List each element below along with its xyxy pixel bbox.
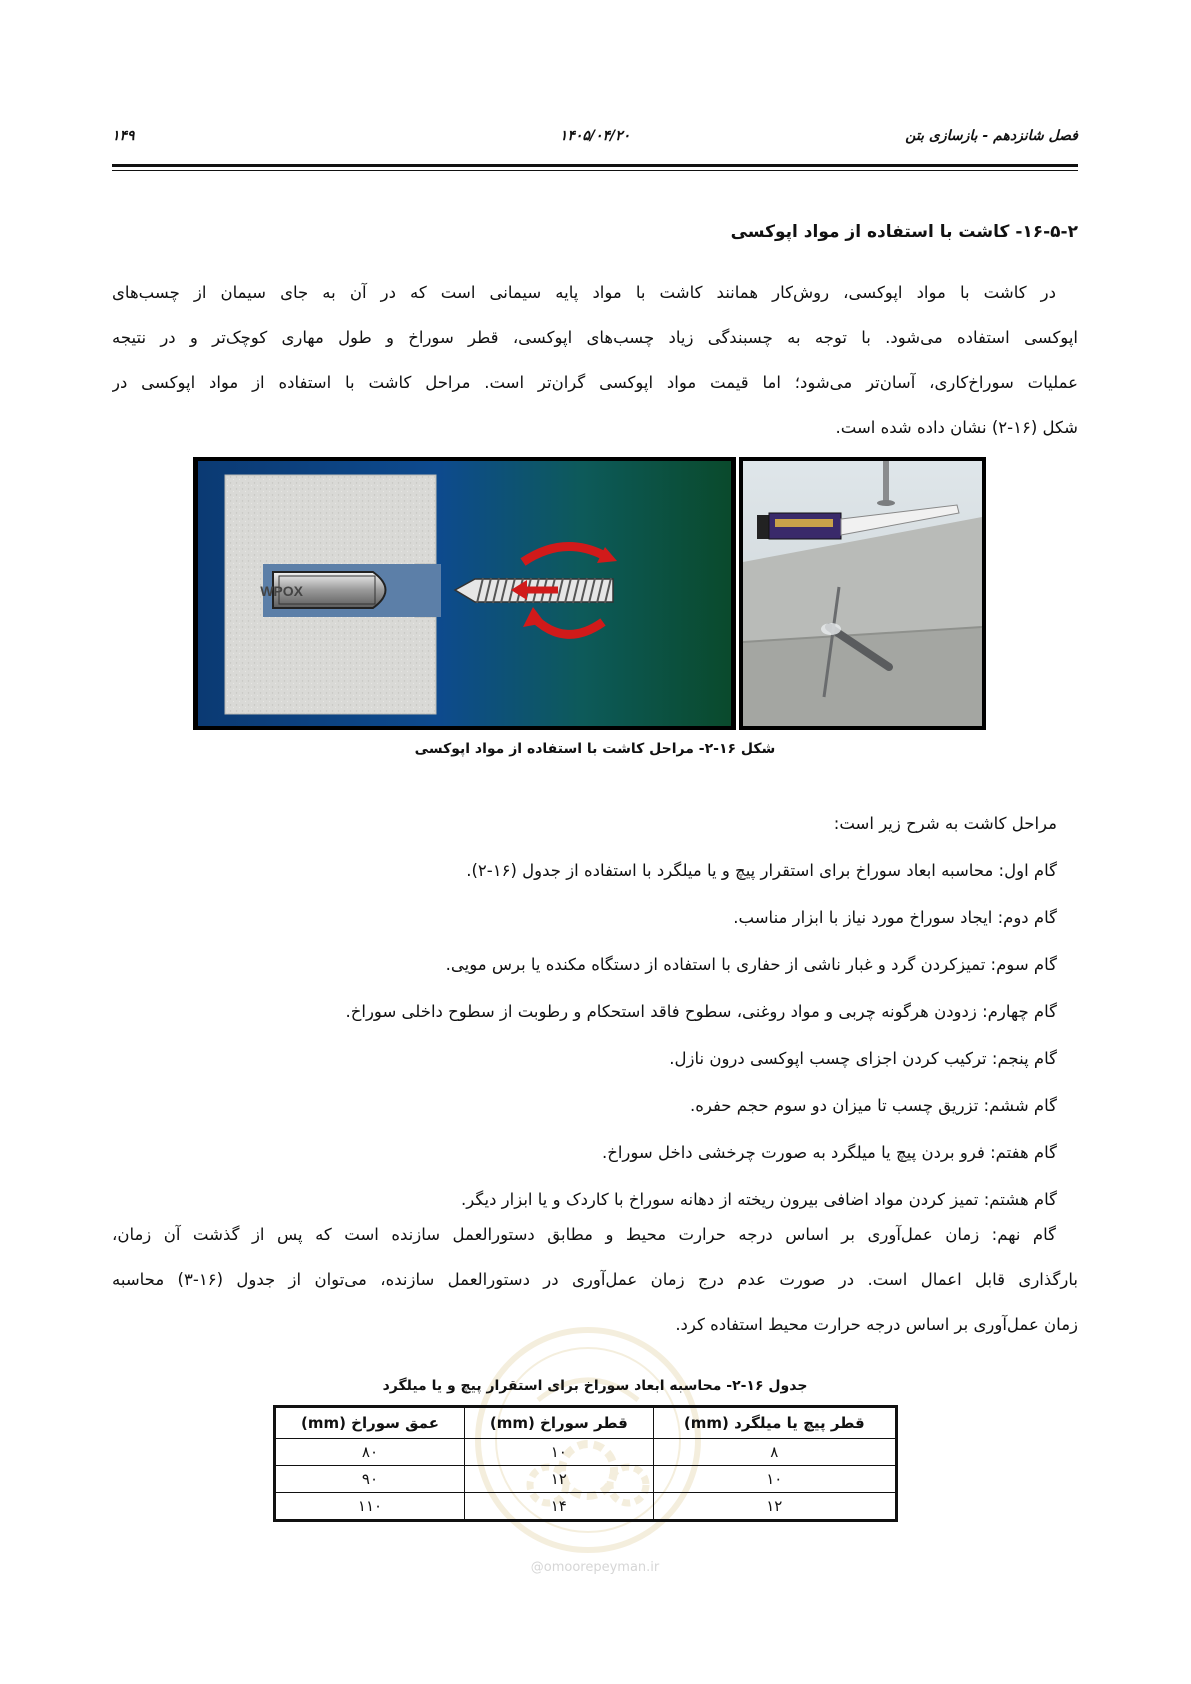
table-cell: ۱۰	[464, 1439, 653, 1466]
table-row	[275, 1439, 897, 1466]
steps-list	[113, 800, 1079, 1223]
figure-caption: شکل ۱۶-۲- مراحل کاشت با استفاده از مواد اپوکسی	[414, 741, 776, 757]
intro-line: عملیات سوراخ‌کاری، آسان‌تر می‌شود؛ اما قیمت مواد اپوکسی گران‌تر است. مراحل کاشت با استفاده از مواد اپوکسی در	[112, 373, 1078, 392]
hole-dimension-table	[273, 1405, 898, 1522]
column-header: قطر پیچ یا میلگرد (mm)	[653, 1407, 896, 1439]
curing-paragraph	[112, 1212, 1078, 1347]
table-cell: ۸۰	[275, 1439, 465, 1466]
table-caption: جدول ۱۶-۲- محاسبه ابعاد سوراخ برای استقرار پیچ و یا میلگرد	[382, 1378, 808, 1394]
header-date: ۱۴۰۵/۰۴/۲۰	[559, 128, 631, 144]
running-header	[112, 128, 1078, 154]
curing-line: بارگذاری قابل اعمال است. در صورت عدم درج زمان عمل‌آوری در دستورالعمل سازنده، می‌توان از جدول (۱۶-۳) محاسبه	[112, 1270, 1078, 1289]
intro-line: شکل (۱۶-۲) نشان داده شده است.	[835, 418, 1078, 437]
header-rule-thick	[112, 164, 1078, 167]
header-rule-thin	[112, 170, 1078, 171]
watermark-url: @omoorepeyman.ir	[530, 1560, 660, 1575]
page-number: ۱۴۹	[112, 128, 135, 144]
list-item: گام هشتم: تمیز کردن مواد اضافی بیرون ریخته از دهانه سوراخ با کاردک و یا ابزار دیگر.	[461, 1190, 1057, 1209]
intro-line: اپوکسی استفاده می‌شود. با توجه به چسبندگی زیاد چسب‌های اپوکسی، قطر سوراخ و طول مهاری کوچک‌تر و در نتیجه	[112, 328, 1078, 347]
list-item: گام چهارم: زدودن هرگونه چربی و مواد روغنی، سطوح فاقد استحکام و رطوبت از سطوح داخلی سوراخ.	[345, 1002, 1057, 1021]
capsule-anchor-illustration	[193, 457, 736, 730]
table-row	[275, 1466, 897, 1493]
installation-photo	[739, 457, 986, 730]
list-item: گام ششم: تزریق چسب تا میزان دو سوم حجم حفره.	[689, 1096, 1057, 1115]
table-header-row	[275, 1407, 897, 1439]
table-cell: ۹۰	[275, 1466, 465, 1493]
table-cell: ۱۰	[653, 1466, 896, 1493]
table-cell: ۱۲	[653, 1493, 896, 1521]
intro-line: در کاشت با مواد اپوکسی، روش‌کار همانند کاشت با مواد پایه سیمانی است که در آن به جای سیمان از چسب‌های	[112, 283, 1056, 302]
table-cell: ۱۲	[464, 1466, 653, 1493]
capsule-label: WPOX	[260, 583, 303, 599]
figure-epoxy-anchoring	[193, 457, 986, 730]
epoxy-capsule	[260, 572, 385, 608]
column-header: قطر سوراخ (mm)	[464, 1407, 653, 1439]
list-item: گام اول: محاسبه ابعاد سوراخ برای استقرار پیچ و یا میلگرد با استفاده از جدول (۱۶-۲).	[466, 861, 1057, 880]
steps-intro: مراحل کاشت به شرح زیر است:	[833, 814, 1057, 833]
table-cell: ۱۱۰	[275, 1493, 465, 1521]
curing-line: گام نهم: زمان عمل‌آوری بر اساس درجه حرارت محیط و مطابق دستورالعمل سازنده است که پس از گذشت آن زمان،	[112, 1225, 1056, 1244]
list-item: گام دوم: ایجاد سوراخ مورد نیاز با ابزار مناسب.	[733, 908, 1057, 927]
section-heading: ۱۶-۵-۲- کاشت با استفاده از مواد اپوکسی	[730, 222, 1078, 242]
table-cell: ۸	[653, 1439, 896, 1466]
list-item: گام سوم: تمیزکردن گرد و غبار ناشی از حفاری با استفاده از دستگاه مکنده یا برس مویی.	[445, 955, 1057, 974]
column-header: عمق سوراخ (mm)	[275, 1407, 465, 1439]
curing-line: زمان عمل‌آوری بر اساس درجه حرارت محیط استفاده کرد.	[675, 1315, 1078, 1334]
list-item: گام پنجم: ترکیب کردن اجزای چسب اپوکسی درون نازل.	[669, 1049, 1057, 1068]
intro-paragraph	[112, 270, 1078, 450]
list-item: گام هفتم: فرو بردن پیچ یا میلگرد به صورت چرخشی داخل سوراخ.	[601, 1143, 1057, 1162]
table-cell: ۱۴	[464, 1493, 653, 1521]
chapter-title: فصل شانزدهم - بازسازی بتن	[905, 128, 1078, 144]
figure-illustration-capsule	[193, 457, 736, 730]
table-row	[275, 1493, 897, 1521]
figure-photo-installation	[739, 457, 986, 730]
